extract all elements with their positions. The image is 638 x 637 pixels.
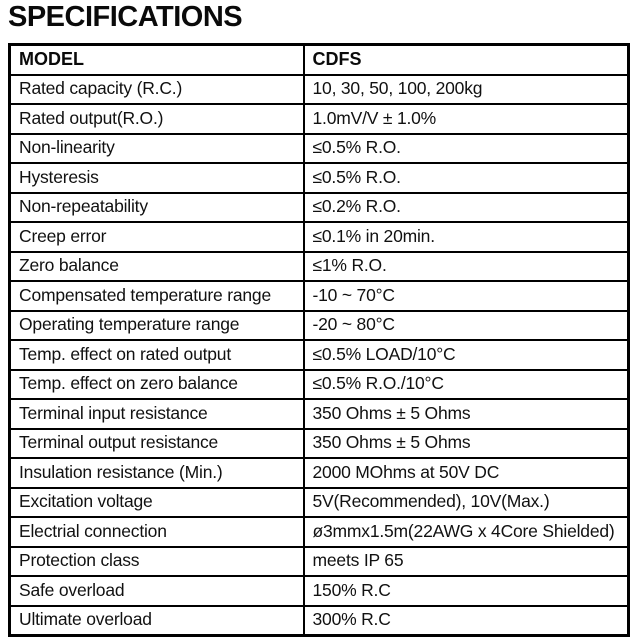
table-row [10,370,629,400]
table-row [10,134,629,164]
column-header-model: MODEL [10,45,304,75]
page-title: SPECIFICATIONS [8,1,243,33]
table-row [10,252,629,282]
spec-value-cell: -10 ~ 70°C [304,281,629,311]
spec-label-cell: Temp. effect on rated output [10,340,304,370]
spec-label-cell: Creep error [10,222,304,252]
table-row [10,399,629,429]
spec-label-cell: Safe overload [10,576,304,606]
spec-label-cell: Zero balance [10,252,304,282]
table-row [10,458,629,488]
spec-label-cell: Non-linearity [10,134,304,164]
spec-value-cell: 5V(Recommended), 10V(Max.) [304,488,629,518]
spec-value-cell: ≤1% R.O. [304,252,629,282]
spec-value-cell: ≤0.5% R.O. [304,134,629,164]
spec-label-cell: Hysteresis [10,163,304,193]
table-row [10,104,629,134]
spec-value-cell: ≤0.2% R.O. [304,193,629,223]
spec-value-cell: 10, 30, 50, 100, 200kg [304,75,629,105]
table-row [10,340,629,370]
column-header-cdfs: CDFS [304,45,629,75]
table-row [10,281,629,311]
spec-label-cell: Rated capacity (R.C.) [10,75,304,105]
spec-value-cell: 150% R.C [304,576,629,606]
table-row [10,222,629,252]
spec-label-cell: Terminal output resistance [10,429,304,459]
spec-label-cell: Operating temperature range [10,311,304,341]
spec-label-cell: Compensated temperature range [10,281,304,311]
spec-value-cell: 1.0mV/V ± 1.0% [304,104,629,134]
table-row [10,576,629,606]
spec-label-cell: Electrial connection [10,517,304,547]
spec-value-cell: ≤0.1% in 20min. [304,222,629,252]
table-row [10,311,629,341]
spec-label-cell: Temp. effect on zero balance [10,370,304,400]
spec-value-cell: ≤0.5% LOAD/10°C [304,340,629,370]
spec-value-cell: 300% R.C [304,606,629,636]
spec-label-cell: Non-repeatability [10,193,304,223]
spec-label-cell: Rated output(R.O.) [10,104,304,134]
spec-label-cell: Ultimate overload [10,606,304,636]
table-row [10,163,629,193]
spec-value-cell: 350 Ohms ± 5 Ohms [304,399,629,429]
spec-value-cell: 350 Ohms ± 5 Ohms [304,429,629,459]
spec-value-cell: meets IP 65 [304,547,629,577]
table-row [10,488,629,518]
spec-label-cell: Insulation resistance (Min.) [10,458,304,488]
table-row [10,517,629,547]
table-row [10,429,629,459]
spec-value-cell: 2000 MOhms at 50V DC [304,458,629,488]
spec-value-cell: -20 ~ 80°C [304,311,629,341]
spec-label-cell: Excitation voltage [10,488,304,518]
spec-value-cell: ø3mmx1.5m(22AWG x 4Core Shielded) [304,517,629,547]
spec-label-cell: Protection class [10,547,304,577]
spec-label-cell: Terminal input resistance [10,399,304,429]
spec-value-cell: ≤0.5% R.O./10°C [304,370,629,400]
table-row [10,75,629,105]
table-header-row [10,45,629,75]
table-row [10,606,629,636]
table-row [10,547,629,577]
specifications-table [8,43,630,637]
spec-value-cell: ≤0.5% R.O. [304,163,629,193]
table-row [10,193,629,223]
